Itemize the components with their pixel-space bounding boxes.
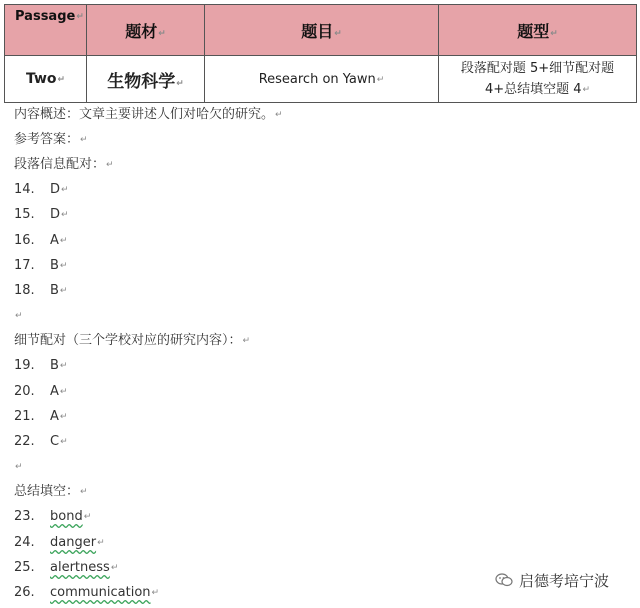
passage-info-table xyxy=(4,4,637,103)
table-header-row xyxy=(5,5,637,56)
empty-paragraph: ↵ xyxy=(15,311,23,321)
header-title: 题目↵ xyxy=(205,5,439,56)
section-heading-detail-matching: 细节配对（三个学校对应的研究内容）：↵ xyxy=(14,333,251,348)
answer-item: 25. alertness↵ xyxy=(14,560,119,575)
answer-item: 24. danger↵ xyxy=(14,535,105,550)
table-data-row xyxy=(5,56,637,103)
answer-item: 22. C↵ xyxy=(14,434,68,449)
answer-item: 26. communication↵ xyxy=(14,585,160,600)
section-heading-paragraph-matching: 段落信息配对：↵ xyxy=(14,157,114,172)
answer-item: 21. A↵ xyxy=(14,409,68,424)
answer-heading: 参考答案：↵ xyxy=(14,132,88,147)
cell-topic: 生物科学↵ xyxy=(87,56,205,103)
answer-item: 19. B↵ xyxy=(14,358,68,373)
watermark: 启德考培宁波 xyxy=(495,570,609,591)
header-passage: Passage↵ xyxy=(5,5,87,56)
empty-paragraph: ↵ xyxy=(15,462,23,472)
wechat-icon xyxy=(495,573,513,587)
answer-item: 20. A↵ xyxy=(14,384,68,399)
answer-item: 14. D↵ xyxy=(14,182,69,197)
cell-question-type: 段落配对题 5+细节配对题 4+总结填空题 4↵ xyxy=(439,56,637,103)
answer-item: 17. B↵ xyxy=(14,258,68,273)
answer-item: 23. bond↵ xyxy=(14,509,92,524)
cell-title: Research on Yawn↵ xyxy=(205,56,439,103)
answer-item: 16. A↵ xyxy=(14,233,68,248)
answer-item: 15. D↵ xyxy=(14,207,69,222)
cell-passage: Two↵ xyxy=(5,56,87,103)
answer-item: 18. B↵ xyxy=(14,283,68,298)
header-type: 题型↵ xyxy=(439,5,637,56)
content-summary: 内容概述：文章主要讲述人们对哈欠的研究。↵ xyxy=(14,107,283,122)
header-topic: 题材↵ xyxy=(87,5,205,56)
section-heading-summary-completion: 总结填空：↵ xyxy=(14,484,88,499)
